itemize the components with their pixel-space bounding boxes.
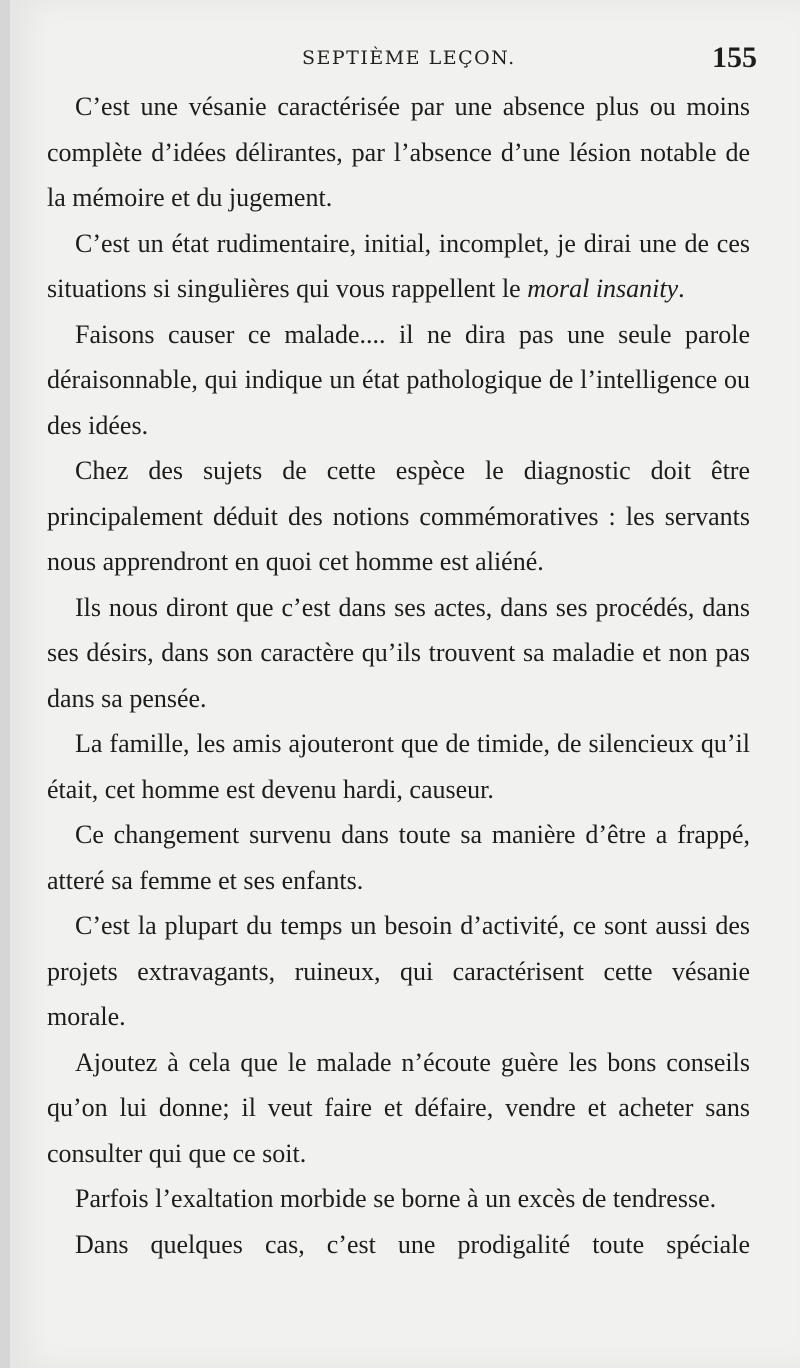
paragraph-10: Parfois l’exaltation morbide se borne à un excès de tendresse. bbox=[75, 1184, 717, 1213]
body-text bbox=[47, 84, 750, 1267]
page-header bbox=[10, 38, 800, 78]
paragraph-1: C’est une vésanie caractérisée par une absence plus ou moins complète d’idées délirantes, par l’absence d’une lésion notable de la mémoire et du jugement. bbox=[47, 92, 750, 212]
paragraph-7: Ce changement survenu dans toute sa manière d’être a frappé, atteré sa femme et ses enfants. bbox=[47, 820, 750, 895]
paragraph-9: Ajoutez à cela que le malade n’écoute guère les bons conseils qu’on lui donne; il veut faire et défaire, vendre et acheter sans consulter qui que ce soit. bbox=[47, 1047, 750, 1168]
paragraph-2-text: C’est un état rudimentaire, initial, incomplet, je dirai une de ces situations si singulières qui vous rappellent le bbox=[47, 228, 750, 303]
paragraph-8: C’est la plupart du temps un besoin d’activité, ce sont aussi des projets extravagants, ruineux, qui caractérisent cette vésanie morale. bbox=[47, 911, 750, 1031]
paragraph-2-period: . bbox=[678, 274, 685, 303]
paragraph-11: Dans quelques cas, c’est une prodigalité toute spéciale bbox=[75, 1229, 750, 1259]
page-number: 155 bbox=[712, 41, 757, 74]
book-page bbox=[10, 0, 800, 1368]
paragraph-3: Faisons causer ce malade.... il ne dira pas une seule parole déraisonnable, qui indique un état pathologique de l’intelligence ou des idées. bbox=[47, 319, 750, 440]
paragraph-6: La famille, les amis ajouteront que de timide, de silencieux qu’il était, cet homme est devenu hardi, causeur. bbox=[47, 729, 750, 804]
moral-insanity-italic: moral insanity bbox=[527, 274, 679, 303]
paragraph-4: Chez des sujets de cette espèce le diagnostic doit être principalement déduit des notions commémoratives : les servants nous apprendront en quoi cet homme est aliéné. bbox=[47, 456, 750, 576]
running-head: SEPTIÈME LEÇON. bbox=[302, 47, 516, 69]
paragraph-5: Ils nous diront que c’est dans ses actes, dans ses procédés, dans ses désirs, dans son caractère qu’ils trouvent sa maladie et non pas dans sa pensée. bbox=[47, 592, 750, 713]
paragraph-2 bbox=[47, 221, 750, 312]
